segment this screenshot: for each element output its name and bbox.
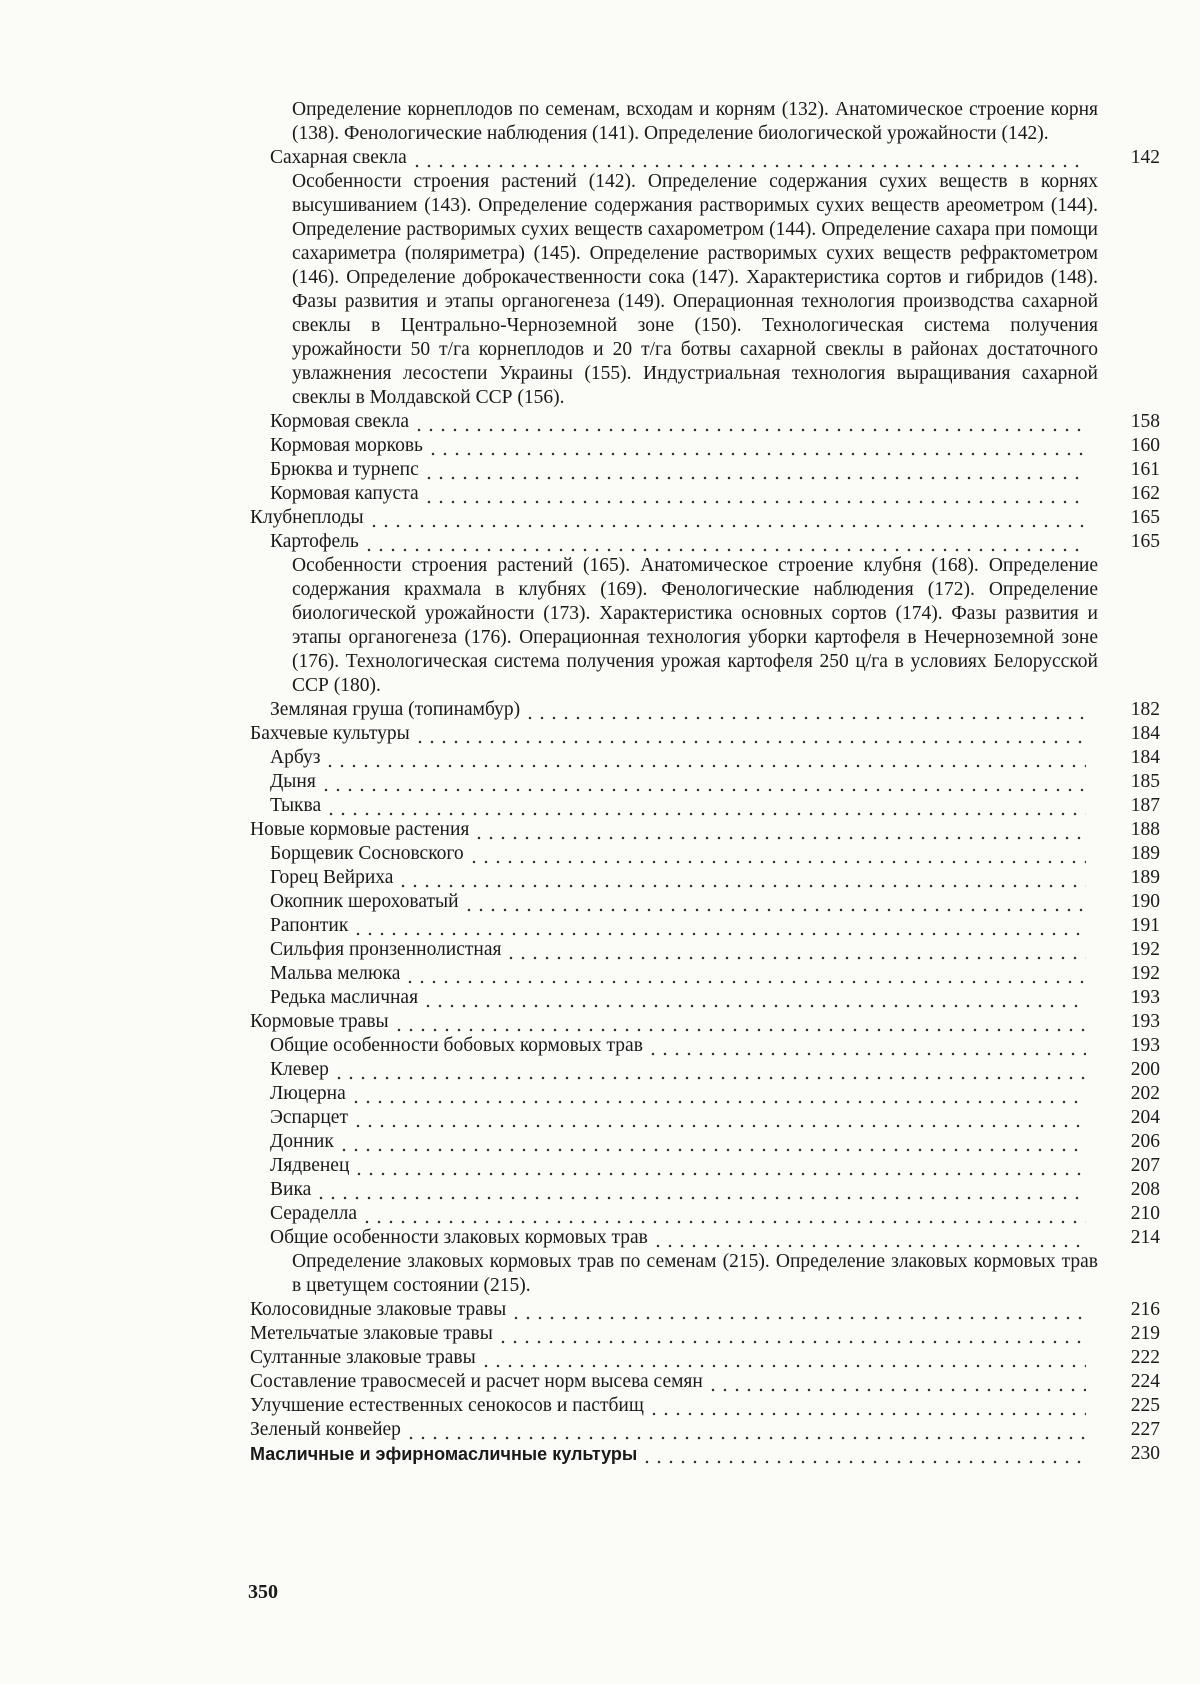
toc-entry-title: Кормовая свекла [270, 411, 410, 432]
dot-leader [505, 938, 1086, 962]
toc-entry [250, 770, 1160, 794]
dot-leader [648, 1394, 1086, 1418]
toc-entry-page: 225 [1130, 1395, 1160, 1416]
dot-leader [411, 146, 1086, 170]
toc-entry-page: 206 [1130, 1131, 1160, 1152]
toc-description: Особенности строения растений (165). Анатомическое строение клубня (168). Определение содержания крахмала в клубнях (169). Фенологические наблюдения (172). Определение биологической урожайности (173). Характеристика основных сортов (174). Фазы развития и этапы органогенеза (176). Операционная технология уборки картофеля в Нечерноземной зоне (176). Технологическая система получения урожая картофеля 250 ц/га в условиях Белорусской ССР (180). [292, 555, 1098, 696]
toc-description: Определение корнеплодов по семенам, всходам и корням (132). Анатомическое строение корня (138). Фенологические наблюдения (141). Определение биологической урожайности (142). [292, 99, 1098, 144]
toc-entry-title: Общие особенности бобовых кормовых трав [270, 1035, 643, 1056]
toc-entry-page: 210 [1130, 1203, 1160, 1224]
toc-entry [250, 410, 1160, 434]
toc-entry-title: Сахарная свекла [270, 147, 407, 168]
toc-entry-title: Бахчевые культуры [250, 723, 410, 744]
toc-entry [250, 1058, 1160, 1082]
toc-entry-page: 187 [1130, 795, 1160, 816]
toc-entry-page: 142 [1130, 147, 1160, 168]
toc-entry-page: 222 [1130, 1347, 1160, 1368]
toc-entry-title: Кормовая капуста [270, 483, 419, 504]
toc-entry-page: 230 [1130, 1443, 1160, 1464]
toc-entry [250, 962, 1160, 986]
toc-entry-title: Эспарцет [270, 1107, 348, 1128]
dot-leader [361, 1202, 1086, 1226]
dot-leader [524, 698, 1086, 722]
toc-entry-page: 165 [1130, 531, 1160, 552]
toc-entry-page: 189 [1130, 867, 1160, 888]
toc-entry-page: 184 [1130, 723, 1160, 744]
toc-entry [250, 1370, 1160, 1394]
dot-leader [352, 914, 1086, 938]
toc-entry-title: Тыква [270, 795, 322, 816]
toc-entry-page: 189 [1130, 843, 1160, 864]
toc-entry-title: Улучшение естественных сенокосов и пастбищ [250, 1395, 644, 1416]
toc-entry [250, 1178, 1160, 1202]
toc-entry-page: 191 [1130, 915, 1160, 936]
toc-entry-title: Дыня [270, 771, 316, 792]
toc-entry-title: Лядвенец [270, 1155, 350, 1176]
toc-entry-title: Люцерна [270, 1083, 346, 1104]
toc-entry-title: Новые кормовые растения [250, 819, 470, 840]
toc-entry [250, 1442, 1160, 1466]
toc-entry-title: Колосовидные злаковые травы [250, 1299, 507, 1320]
dot-leader [414, 722, 1086, 746]
toc-entry-page: 200 [1130, 1059, 1160, 1080]
toc-entry-title: Рапонтик [270, 915, 349, 936]
toc-entry-page: 193 [1130, 1011, 1160, 1032]
dot-leader [352, 1106, 1086, 1130]
toc-entry [250, 1322, 1160, 1346]
toc-entry-title: Клубнеплоды [250, 507, 364, 528]
toc-entry [250, 434, 1160, 458]
page-number: 350 [248, 1581, 278, 1603]
toc-entry-title: Редька масличная [270, 987, 419, 1008]
dot-leader [363, 530, 1086, 554]
dot-leader [368, 506, 1086, 530]
toc-entry-title: Мальва мелюка [270, 963, 401, 984]
toc-entry-title: Кормовые травы [250, 1011, 389, 1032]
toc-entry [250, 1298, 1160, 1322]
toc-entry [250, 890, 1160, 914]
toc-entry [250, 818, 1160, 842]
table-of-contents [250, 98, 1160, 1466]
toc-entry [250, 1154, 1160, 1178]
dot-leader [413, 410, 1086, 434]
toc-entry-page: 224 [1130, 1371, 1160, 1392]
toc-entry-title: Арбуз [270, 747, 321, 768]
toc-entry [250, 1346, 1160, 1370]
toc-entry-title: Клевер [270, 1059, 329, 1080]
dot-leader [338, 1130, 1086, 1154]
toc-entry [250, 1418, 1160, 1442]
toc-entry-page: 208 [1130, 1179, 1160, 1200]
toc-entry [250, 866, 1160, 890]
toc-entry-page: 158 [1130, 411, 1160, 432]
dot-leader [641, 1442, 1086, 1466]
toc-entry [250, 698, 1160, 722]
toc-entry-page: 219 [1130, 1323, 1160, 1344]
dot-leader [404, 962, 1086, 986]
toc-entry-title: Кормовая морковь [270, 435, 423, 456]
toc-entry-title: Горец Вейриха [270, 867, 394, 888]
toc-entry-page: 184 [1130, 747, 1160, 768]
dot-leader [397, 866, 1086, 890]
dot-leader [325, 794, 1086, 818]
toc-entry-page: 202 [1130, 1083, 1160, 1104]
toc-entry-title: Окопник шероховатый [270, 891, 459, 912]
toc-entry-title: Общие особенности злаковых кормовых трав [270, 1227, 648, 1248]
dot-leader [707, 1370, 1086, 1394]
toc-entry-page: 185 [1130, 771, 1160, 792]
toc-entry-title: Султанные злаковые травы [250, 1347, 476, 1368]
toc-entry [250, 986, 1160, 1010]
toc-entry-title: Донник [270, 1131, 334, 1152]
dot-leader [393, 1010, 1086, 1034]
toc-entry-page: 182 [1130, 699, 1160, 720]
toc-entry [250, 1010, 1160, 1034]
toc-entry [250, 146, 1160, 170]
toc-entry-title: Сераделла [270, 1203, 357, 1224]
toc-entry-title: Составление травосмесей и расчет норм высева семян [250, 1371, 703, 1392]
dot-leader [324, 746, 1086, 770]
dot-leader [480, 1346, 1086, 1370]
dot-leader [427, 434, 1086, 458]
toc-entry-page: 227 [1130, 1419, 1160, 1440]
toc-entry [250, 482, 1160, 506]
toc-entry-page: 162 [1130, 483, 1160, 504]
dot-leader [422, 986, 1086, 1010]
dot-leader [320, 770, 1086, 794]
toc-entry-page: 214 [1130, 1227, 1160, 1248]
dot-leader [353, 1154, 1086, 1178]
toc-entry [250, 1106, 1160, 1130]
toc-entry-page: 160 [1130, 435, 1160, 456]
dot-leader [463, 890, 1086, 914]
toc-entry-page: 161 [1130, 459, 1160, 480]
toc-entry-page: 192 [1130, 963, 1160, 984]
toc-entry-page: 193 [1130, 1035, 1160, 1056]
toc-entry-page: 204 [1130, 1107, 1160, 1128]
toc-entry-page: 193 [1130, 987, 1160, 1008]
toc-entry-title: Сильфия пронзеннолистная [270, 939, 502, 960]
toc-entry-title: Борщевик Сосновского [270, 843, 464, 864]
toc-entry-title: Земляная груша (топинамбур) [270, 699, 521, 720]
toc-entry-page: 188 [1130, 819, 1160, 840]
dot-leader [647, 1034, 1086, 1058]
dot-leader [510, 1298, 1086, 1322]
toc-entry [250, 1202, 1160, 1226]
toc-entry [250, 722, 1160, 746]
toc-entry [250, 1082, 1160, 1106]
dot-leader [497, 1322, 1086, 1346]
toc-entry-title: Вика [270, 1179, 312, 1200]
dot-leader [333, 1058, 1086, 1082]
toc-entry [250, 506, 1160, 530]
toc-entry [250, 1226, 1160, 1250]
dot-leader [473, 818, 1086, 842]
toc-description: Определение злаковых кормовых трав по семенам (215). Определение злаковых кормовых трав в цветущем состоянии (215). [292, 1251, 1098, 1296]
toc-entry-title: Картофель [270, 531, 359, 552]
dot-leader [423, 482, 1086, 506]
dot-leader [652, 1226, 1086, 1250]
toc-entry [250, 1130, 1160, 1154]
toc-entry-page: 192 [1130, 939, 1160, 960]
toc-entry-page: 165 [1130, 507, 1160, 528]
toc-entry [250, 746, 1160, 770]
dot-leader [468, 842, 1086, 866]
toc-entry [250, 938, 1160, 962]
toc-entry [250, 1394, 1160, 1418]
toc-entry-page: 216 [1130, 1299, 1160, 1320]
toc-entry [250, 530, 1160, 554]
toc-entry-page: 190 [1130, 891, 1160, 912]
toc-entry [250, 914, 1160, 938]
toc-description: Особенности строения растений (142). Определение содержания сухих веществ в корнях высушиванием (143). Определение содержания растворимых сухих веществ ареометром (144). Определение растворимых сухих веществ сахарометром (144). Определение сахара при помощи сахариметра (поляриметра) (145). Определение растворимых сухих веществ рефрактометром (146). Определение доброкачественности сока (147). Характеристика сортов и гибридов (148). Фазы развития и этапы органогенеза (149). Операционная технология производства сахарной свеклы в Центрально-Черноземной зоне (150). Технологическая система получения урожайности 50 т/га корнеплодов и 20 т/га ботвы сахарной свеклы в районах достаточного увлажнения лесостепи Украины (155). Индустриальная технология выращивания сахарной свеклы в Молдавской ССР (156). [292, 171, 1098, 408]
dot-leader [423, 458, 1086, 482]
toc-entry [250, 1034, 1160, 1058]
dot-leader [405, 1418, 1086, 1442]
toc-entry-title: Метельчатые злаковые травы [250, 1323, 493, 1344]
dot-leader [315, 1178, 1086, 1202]
toc-entry [250, 458, 1160, 482]
toc-entry [250, 794, 1160, 818]
toc-entry-title: Зеленый конвейер [250, 1419, 401, 1440]
toc-entry-title: Брюква и турнепс [270, 459, 419, 480]
toc-entry-page: 207 [1130, 1155, 1160, 1176]
toc-entry [250, 842, 1160, 866]
dot-leader [350, 1082, 1086, 1106]
toc-entry-title: Масличные и эфирномасличные культуры [250, 1444, 638, 1464]
